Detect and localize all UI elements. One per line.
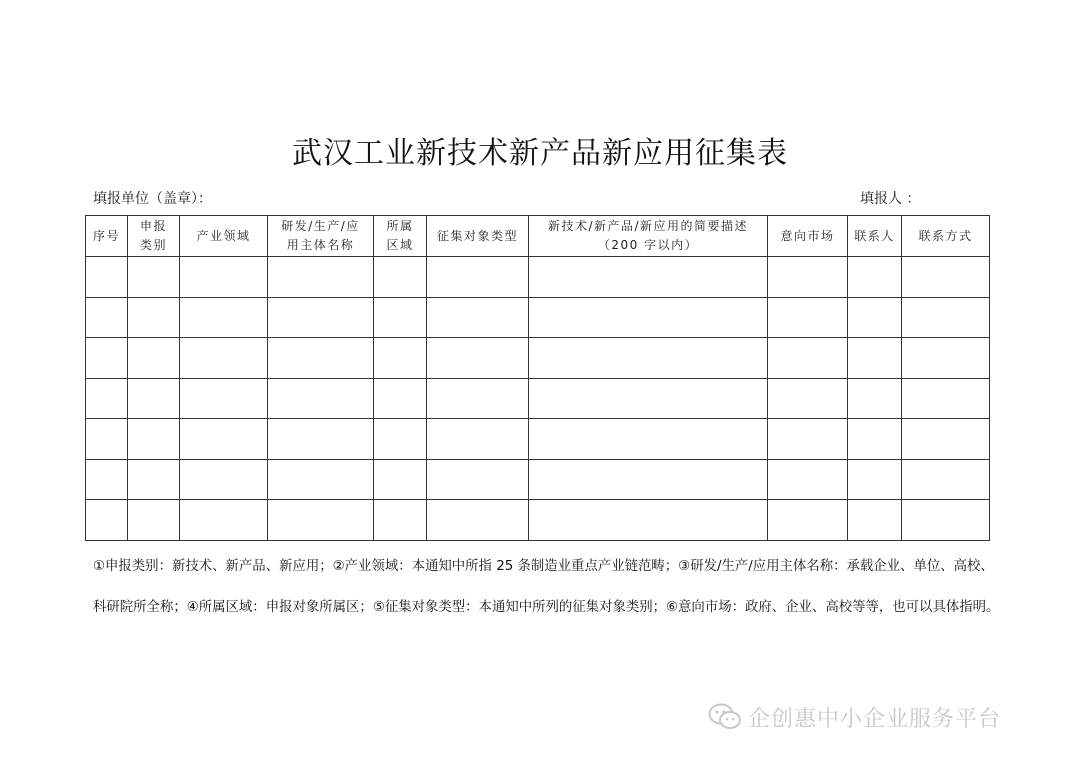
table-cell <box>86 459 128 500</box>
table-cell <box>902 257 990 298</box>
table-cell <box>427 378 529 419</box>
header-cell-description: 新技术/新产品/新应用的简要描述 （200 字以内） <box>529 216 768 257</box>
table-cell <box>427 297 529 338</box>
table-cell <box>268 297 374 338</box>
table-cell <box>86 378 128 419</box>
table-cell <box>427 419 529 460</box>
table-row <box>86 338 990 379</box>
table-cell <box>128 257 180 298</box>
table-row <box>86 419 990 460</box>
table-cell <box>768 257 848 298</box>
table-cell <box>128 459 180 500</box>
table-cell <box>902 419 990 460</box>
table-cell <box>128 378 180 419</box>
table-cell <box>427 459 529 500</box>
table-cell <box>374 338 427 379</box>
watermark <box>708 700 1001 734</box>
table-cell <box>529 257 768 298</box>
table-cell <box>902 378 990 419</box>
header-cell-industry: 产业领域 <box>180 216 268 257</box>
table-cell <box>848 500 902 541</box>
table-cell <box>374 257 427 298</box>
table-cell <box>374 500 427 541</box>
table-cell <box>848 459 902 500</box>
table-cell <box>86 338 128 379</box>
page-title: 武汉工业新技术新产品新应用征集表 <box>292 136 788 171</box>
table-cell <box>529 378 768 419</box>
header-cell-serial: 序号 <box>86 216 128 257</box>
table-body <box>86 257 990 541</box>
table-cell <box>848 338 902 379</box>
table-cell <box>848 378 902 419</box>
fill-person-label: 填报人 ： <box>860 191 921 207</box>
table-cell <box>374 459 427 500</box>
table-cell <box>268 257 374 298</box>
table-cell <box>268 500 374 541</box>
table-cell <box>768 419 848 460</box>
table-cell <box>86 297 128 338</box>
table-cell <box>848 297 902 338</box>
table-cell <box>374 378 427 419</box>
table-cell <box>268 419 374 460</box>
table-cell <box>427 500 529 541</box>
header-cell-region: 所属 区域 <box>374 216 427 257</box>
header-row <box>86 216 990 257</box>
table-cell <box>86 500 128 541</box>
table-cell <box>768 500 848 541</box>
table-cell <box>180 500 268 541</box>
table-cell <box>848 419 902 460</box>
table-cell <box>128 297 180 338</box>
note-line-1: ①申报类别：新技术、新产品、新应用；②产业领域：本通知中所指 25 条制造业重点产业链范畴；③研发/生产/应用主体名称：承载企业、单位、高校、 <box>93 559 994 574</box>
table-cell <box>902 459 990 500</box>
table-cell <box>902 500 990 541</box>
table-cell <box>902 297 990 338</box>
table-cell <box>180 338 268 379</box>
table-cell <box>180 459 268 500</box>
header-cell-category: 申报 类别 <box>128 216 180 257</box>
fill-unit-label: 填报单位（盖章）： <box>93 191 212 207</box>
table-row <box>86 500 990 541</box>
table-row <box>86 378 990 419</box>
header-cell-entity-name: 研发/生产/应 用主体名称 <box>268 216 374 257</box>
table-cell <box>180 297 268 338</box>
table-cell <box>768 459 848 500</box>
table-cell <box>268 459 374 500</box>
watermark-text: 企创惠中小企业服务平台 <box>748 706 1002 732</box>
table-cell <box>848 257 902 298</box>
table-cell <box>128 338 180 379</box>
table-cell <box>529 297 768 338</box>
table-cell <box>268 338 374 379</box>
table-cell <box>180 419 268 460</box>
table-row <box>86 297 990 338</box>
table-cell <box>86 419 128 460</box>
collection-form-table <box>85 215 990 541</box>
wechat-icon <box>708 702 742 732</box>
header-cell-object-type: 征集对象类型 <box>427 216 529 257</box>
table-cell <box>128 500 180 541</box>
table-cell <box>86 257 128 298</box>
table-row <box>86 459 990 500</box>
table-cell <box>768 378 848 419</box>
table-cell <box>427 338 529 379</box>
table-cell <box>529 338 768 379</box>
table-cell <box>529 419 768 460</box>
table-cell <box>128 419 180 460</box>
table-cell <box>529 500 768 541</box>
header-cell-target-market: 意向市场 <box>768 216 848 257</box>
table-cell <box>374 419 427 460</box>
header-cell-contact-method: 联系方式 <box>902 216 990 257</box>
table-cell <box>902 338 990 379</box>
table-cell <box>180 257 268 298</box>
table-cell <box>374 297 427 338</box>
note-line-2: 科研院所全称；④所属区域：申报对象所属区；⑤征集对象类型：本通知中所列的征集对象类别；⑥意向市场：政府、企业、高校等等，也可以具体指明。 <box>93 600 1000 615</box>
table-row <box>86 257 990 298</box>
table-cell <box>529 459 768 500</box>
table-cell <box>268 378 374 419</box>
table-cell <box>180 378 268 419</box>
table-cell <box>768 297 848 338</box>
table-cell <box>427 257 529 298</box>
header-cell-contact: 联系人 <box>848 216 902 257</box>
table-cell <box>768 338 848 379</box>
